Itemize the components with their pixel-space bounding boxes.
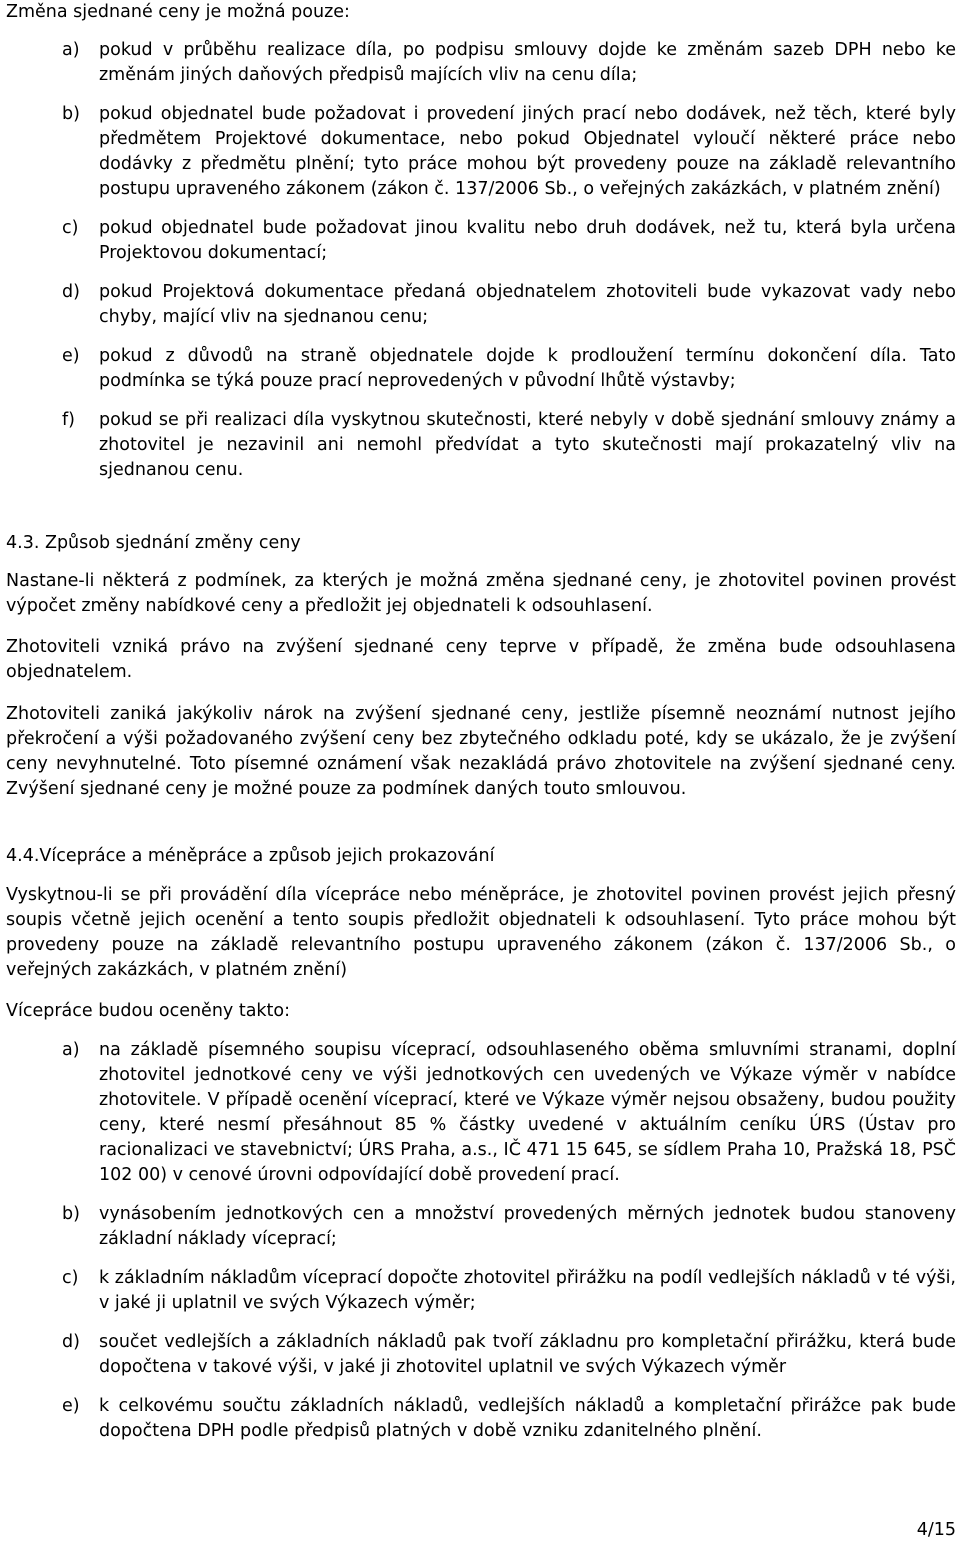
list-item-label: d) (62, 1332, 80, 1352)
list-item (0, 38, 960, 88)
list-item (0, 102, 960, 202)
list-item (0, 1202, 960, 1252)
list-item-text: pokud z důvodů na straně objednatele dojde k prodloužení termínu dokončení díla. Tato podmínka se týká pouze prací neprovedených v původní lhůtě výstavby; (99, 346, 956, 391)
list-item-text: pokud v průběhu realizace díla, po podpisu smlouvy dojde ke změnám sazeb DPH nebo ke změnám jiných daňových předpisů majících vliv na cenu díla; (99, 40, 956, 85)
list-item-label: e) (62, 1396, 80, 1416)
list-item (0, 280, 960, 330)
list-item-text: k základním nákladům víceprací dopočte zhotovitel přirážku na podíl vedlejších nákladů v té výši, v jaké ji uplatnil ve svých Výkazech výměr; (99, 1268, 956, 1313)
paragraph: Zhotoviteli zaniká jakýkoliv nárok na zvýšení sjednané ceny, jestliže písemně neoznámí nutnost jejího překročení a výši požadovaného zvýšení ceny bez zbytečného odkladu poté, kdy se ukázalo, že je zvýšení ceny nevyhnutelné. Toto písemné oznámení však nezakládá právo zhotovitele na zvýšení sjednané ceny. Zvýšení sjednané ceny je možné pouze za podmínek daných touto smlouvou. (6, 704, 956, 799)
list-intro: Vícepráce budou oceněny takto: (6, 1001, 291, 1021)
list-item (0, 1394, 960, 1444)
list-item (0, 216, 960, 266)
section-heading-4-3: 4.3. Způsob sjednání změny ceny (6, 533, 301, 553)
list-item-text: na základě písemného soupisu víceprací, odsouhlaseného oběma smluvními stranami, doplní zhotovitel jednotkové ceny ve výši jednotkových cen uvedených ve Výkaze výměr v nabídce zhotovitele. V případě ocenění víceprací, které ve Výkaze výměr nejsou obsaženy, budou použity ceny, které nesmí přesáhnout 85 % částky uvedené v aktuálním ceníku ÚRS (Ústav pro racionalizaci ve stavebnictví; ÚRS Praha, a.s., IČ 471 15 645, se sídlem Praha 10, Pražská 18, PSČ 102 00) v cenové úrovni odpovídající době provedení prací. (99, 1040, 956, 1185)
list-item-label: a) (62, 40, 80, 60)
list-item (0, 1266, 960, 1316)
list-item-label: b) (62, 104, 80, 124)
price-change-conditions-list (0, 38, 960, 483)
page-number: 4/15 (916, 1520, 956, 1540)
list-item-label: e) (62, 346, 80, 366)
section-heading-4-4: 4.4.Vícepráce a méněpráce a způsob jejich prokazování (6, 846, 495, 866)
list-item-label: c) (62, 1268, 79, 1288)
paragraph: Zhotoviteli vzniká právo na zvýšení sjednané ceny teprve v případě, že změna bude odsouhlasena objednatelem. (6, 637, 956, 682)
extra-work-valuation-list (0, 1038, 960, 1444)
list-item-label: c) (62, 218, 79, 238)
list-item-text: pokud objednatel bude požadovat i provedení jiných prací nebo dodávek, než těch, které byly předmětem Projektové dokumentace, nebo pokud Objednatel vyloučí některé práce nebo dodávky z předmětu plnění; tyto práce mohou být provedeny pouze na základě relevantního postupu upraveného zákonem (zákon č. 137/2006 Sb., o veřejných zakázkách, v platném znění) (99, 104, 956, 199)
list-item (0, 1038, 960, 1188)
list-item-text: pokud objednatel bude požadovat jinou kvalitu nebo druh dodávek, než tu, která byla určena Projektovou dokumentací; (99, 218, 956, 263)
list-item-label: a) (62, 1040, 80, 1060)
list-item-text: vynásobením jednotkových cen a množství provedených měrných jednotek budou stanoveny základní náklady víceprací; (99, 1204, 956, 1249)
list-item-label: d) (62, 282, 80, 302)
list-item-text: pokud Projektová dokumentace předaná objednatelem zhotoviteli bude vykazovat vady nebo chyby, mající vliv na sjednanou cenu; (99, 282, 956, 327)
list-item-text: součet vedlejších a základních nákladů pak tvoří základnu pro kompletační přirážku, která bude dopočtena v takové výši, v jaké ji zhotovitel uplatnil ve svých Výkazech výměr (99, 1332, 956, 1377)
list-item (0, 408, 960, 483)
list-item-text: k celkovému součtu základních nákladů, vedlejších nákladů a kompletační přirážce pak bude dopočtena DPH podle předpisů platných v době vzniku zdanitelného plnění. (99, 1396, 956, 1441)
list-item-label: b) (62, 1204, 80, 1224)
list-item (0, 1330, 960, 1380)
list-item (0, 344, 960, 394)
list-item-label: f) (62, 410, 75, 430)
paragraph: Nastane-li některá z podmínek, za kterých je možná změna sjednané ceny, je zhotovitel povinen provést výpočet změny nabídkové ceny a předložit jej objednateli k odsouhlasení. (6, 571, 956, 616)
list-item-text: pokud se při realizaci díla vyskytnou skutečnosti, které nebyly v době sjednání smlouvy známy a zhotovitel je nezavinil ani nemohl předvídat a tyto skutečnosti mají prokazatelný vliv na sjednanou cenu. (99, 410, 956, 480)
paragraph: Vyskytnou-li se při provádění díla vícepráce nebo méněpráce, je zhotovitel povinen provést jejich přesný soupis včetně jejich ocenění a tento soupis předložit objednateli k odsouhlasení. Tyto práce mohou být provedeny pouze na základě relevantního postupu upraveného zákonem (zákon č. 137/2006 Sb., o veřejných zakázkách, v platném znění) (6, 885, 956, 980)
intro-text: Změna sjednané ceny je možná pouze: (6, 2, 350, 22)
